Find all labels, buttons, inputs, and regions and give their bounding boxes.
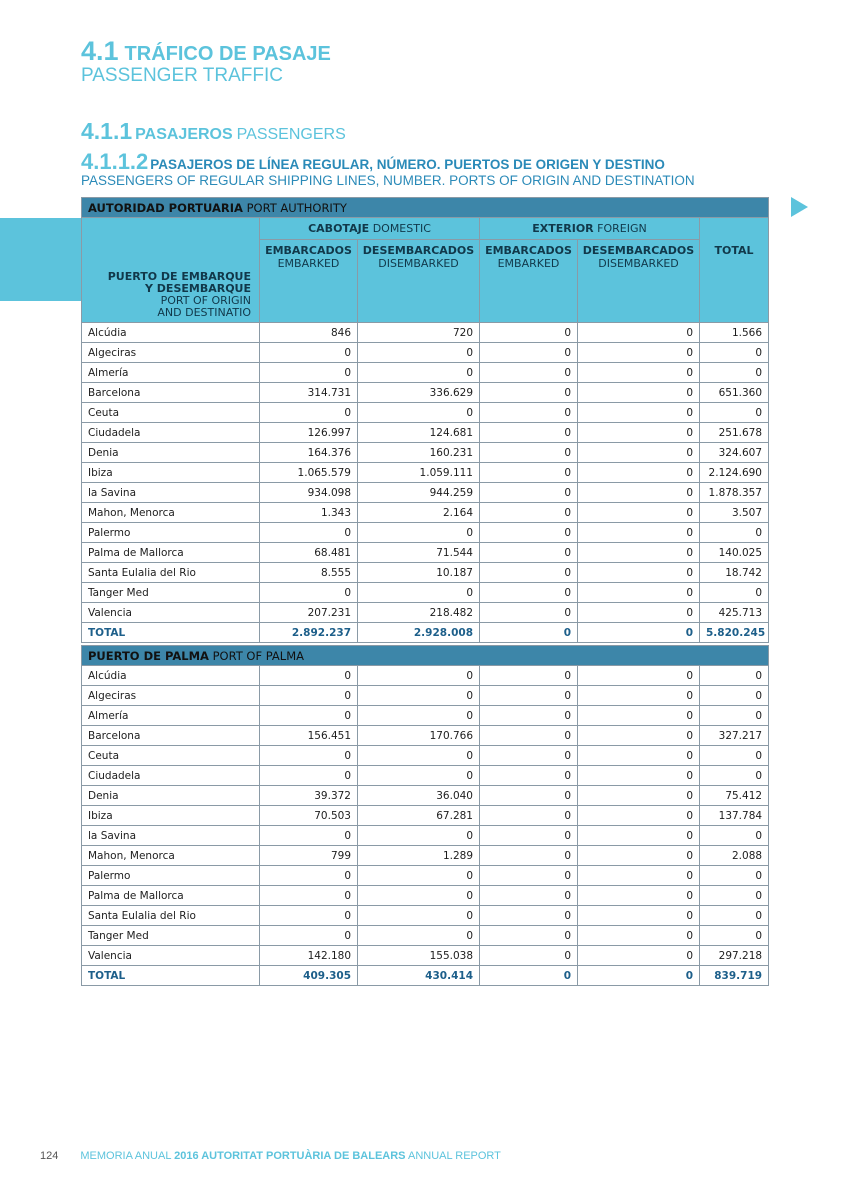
port-name-cell: Denia bbox=[82, 786, 260, 806]
port-name-cell: Santa Eulalia del Rio bbox=[82, 906, 260, 926]
value-cell: 0 bbox=[578, 826, 700, 846]
value-cell: 1.566 bbox=[700, 323, 769, 343]
value-cell: 0 bbox=[578, 946, 700, 966]
table-row bbox=[82, 706, 769, 726]
disembarked-header: DESEMBARCADOS DISEMBARKED bbox=[578, 240, 700, 323]
value-cell: 0 bbox=[578, 666, 700, 686]
value-cell: 944.259 bbox=[358, 483, 480, 503]
value-cell: 170.766 bbox=[358, 726, 480, 746]
total-column-header: TOTAL bbox=[700, 218, 769, 323]
port-name-cell: Ciudadela bbox=[82, 423, 260, 443]
value-cell: 0 bbox=[480, 543, 578, 563]
value-cell: 0 bbox=[358, 363, 480, 383]
port-name-cell: Ceuta bbox=[82, 403, 260, 423]
value-cell: 1.065.579 bbox=[260, 463, 358, 483]
port-of-palma-table bbox=[81, 645, 769, 986]
value-cell: 0 bbox=[578, 726, 700, 746]
value-cell: 0 bbox=[480, 603, 578, 623]
domestic-group-header: CABOTAJE DOMESTIC bbox=[260, 218, 480, 240]
value-cell: 0 bbox=[480, 706, 578, 726]
value-cell: 0 bbox=[260, 826, 358, 846]
value-cell: 0 bbox=[578, 926, 700, 946]
value-cell: 0 bbox=[480, 523, 578, 543]
value-cell: 0 bbox=[260, 363, 358, 383]
table-row bbox=[82, 766, 769, 786]
value-cell: 0 bbox=[480, 323, 578, 343]
value-cell: 336.629 bbox=[358, 383, 480, 403]
table-title-en: PASSENGERS OF REGULAR SHIPPING LINES, NUMBER. PORTS OF ORIGIN AND DESTINATION bbox=[81, 173, 695, 188]
port-authority-table bbox=[81, 197, 769, 643]
value-cell: 0 bbox=[260, 403, 358, 423]
value-cell: 0 bbox=[578, 323, 700, 343]
value-cell: 0 bbox=[260, 926, 358, 946]
table-row bbox=[82, 343, 769, 363]
value-cell: 0 bbox=[260, 523, 358, 543]
value-cell: 0 bbox=[700, 403, 769, 423]
value-cell: 0 bbox=[578, 383, 700, 403]
value-cell: 0 bbox=[700, 363, 769, 383]
port-name-cell: Palermo bbox=[82, 523, 260, 543]
total-value-cell: 5.820.245 bbox=[700, 623, 769, 643]
value-cell: 0 bbox=[578, 806, 700, 826]
value-cell: 327.217 bbox=[700, 726, 769, 746]
embarked-header: EMBARCADOS EMBARKED bbox=[260, 240, 358, 323]
table-row bbox=[82, 523, 769, 543]
value-cell: 0 bbox=[578, 846, 700, 866]
section-number: 4.1 bbox=[81, 36, 119, 66]
value-cell: 8.555 bbox=[260, 563, 358, 583]
value-cell: 0 bbox=[260, 886, 358, 906]
value-cell: 0 bbox=[358, 766, 480, 786]
value-cell: 218.482 bbox=[358, 603, 480, 623]
table-row bbox=[82, 543, 769, 563]
value-cell: 2.164 bbox=[358, 503, 480, 523]
port-name-cell: Santa Eulalia del Rio bbox=[82, 563, 260, 583]
value-cell: 0 bbox=[260, 866, 358, 886]
total-label-cell: TOTAL bbox=[82, 966, 260, 986]
embarked-header: EMBARCADOS EMBARKED bbox=[480, 240, 578, 323]
port-name-cell: Mahon, Menorca bbox=[82, 846, 260, 866]
value-cell: 651.360 bbox=[700, 383, 769, 403]
port-name-cell: Palermo bbox=[82, 866, 260, 886]
value-cell: 137.784 bbox=[700, 806, 769, 826]
table-row bbox=[82, 926, 769, 946]
section-heading bbox=[81, 38, 331, 65]
port-column-header: PUERTO DE EMBARQUE Y DESEMBARQUE PORT OF ORIGIN AND DESTINATIO bbox=[82, 218, 260, 323]
value-cell: 0 bbox=[578, 443, 700, 463]
value-cell: 425.713 bbox=[700, 603, 769, 623]
table-row bbox=[82, 846, 769, 866]
total-value-cell: 430.414 bbox=[358, 966, 480, 986]
table-title-bar: PUERTO DE PALMA PORT OF PALMA bbox=[82, 646, 769, 666]
value-cell: 126.997 bbox=[260, 423, 358, 443]
value-cell: 0 bbox=[578, 343, 700, 363]
value-cell: 207.231 bbox=[260, 603, 358, 623]
value-cell: 0 bbox=[700, 926, 769, 946]
port-name-cell: Palma de Mallorca bbox=[82, 886, 260, 906]
subsection-title-en: PASSENGERS bbox=[236, 126, 346, 143]
value-cell: 124.681 bbox=[358, 423, 480, 443]
value-cell: 0 bbox=[578, 483, 700, 503]
table-row bbox=[82, 403, 769, 423]
value-cell: 1.059.111 bbox=[358, 463, 480, 483]
value-cell: 0 bbox=[480, 746, 578, 766]
value-cell: 0 bbox=[480, 826, 578, 846]
table-row bbox=[82, 666, 769, 686]
value-cell: 0 bbox=[480, 443, 578, 463]
value-cell: 1.343 bbox=[260, 503, 358, 523]
table-heading bbox=[81, 149, 665, 175]
port-name-cell: la Savina bbox=[82, 826, 260, 846]
value-cell: 0 bbox=[700, 666, 769, 686]
value-cell: 0 bbox=[480, 563, 578, 583]
value-cell: 75.412 bbox=[700, 786, 769, 806]
value-cell: 0 bbox=[358, 866, 480, 886]
value-cell: 0 bbox=[700, 886, 769, 906]
value-cell: 0 bbox=[480, 846, 578, 866]
port-name-cell: Ibiza bbox=[82, 806, 260, 826]
port-name-cell: Valencia bbox=[82, 946, 260, 966]
value-cell: 0 bbox=[578, 543, 700, 563]
port-name-cell: Ibiza bbox=[82, 463, 260, 483]
value-cell: 0 bbox=[480, 906, 578, 926]
value-cell: 0 bbox=[700, 523, 769, 543]
value-cell: 0 bbox=[358, 343, 480, 363]
table-row bbox=[82, 443, 769, 463]
value-cell: 67.281 bbox=[358, 806, 480, 826]
value-cell: 0 bbox=[480, 463, 578, 483]
table-row bbox=[82, 746, 769, 766]
value-cell: 251.678 bbox=[700, 423, 769, 443]
value-cell: 0 bbox=[480, 383, 578, 403]
table-row bbox=[82, 503, 769, 523]
value-cell: 0 bbox=[358, 583, 480, 603]
value-cell: 0 bbox=[700, 826, 769, 846]
value-cell: 0 bbox=[480, 583, 578, 603]
port-name-cell: Valencia bbox=[82, 603, 260, 623]
value-cell: 0 bbox=[700, 866, 769, 886]
value-cell: 0 bbox=[480, 503, 578, 523]
value-cell: 0 bbox=[578, 603, 700, 623]
table-row bbox=[82, 886, 769, 906]
value-cell: 0 bbox=[260, 666, 358, 686]
value-cell: 0 bbox=[578, 583, 700, 603]
value-cell: 0 bbox=[358, 523, 480, 543]
value-cell: 0 bbox=[578, 423, 700, 443]
value-cell: 2.124.690 bbox=[700, 463, 769, 483]
value-cell: 0 bbox=[480, 886, 578, 906]
port-name-cell: Ciudadela bbox=[82, 766, 260, 786]
value-cell: 0 bbox=[480, 343, 578, 363]
value-cell: 0 bbox=[358, 886, 480, 906]
value-cell: 0 bbox=[700, 686, 769, 706]
value-cell: 71.544 bbox=[358, 543, 480, 563]
value-cell: 0 bbox=[578, 463, 700, 483]
total-row bbox=[82, 966, 769, 986]
total-value-cell: 2.892.237 bbox=[260, 623, 358, 643]
table-row bbox=[82, 786, 769, 806]
port-name-cell: Barcelona bbox=[82, 383, 260, 403]
port-name-cell: Alcúdia bbox=[82, 666, 260, 686]
value-cell: 0 bbox=[700, 583, 769, 603]
value-cell: 0 bbox=[700, 343, 769, 363]
total-value-cell: 0 bbox=[480, 623, 578, 643]
value-cell: 0 bbox=[358, 926, 480, 946]
port-name-cell: Ceuta bbox=[82, 746, 260, 766]
port-name-cell: Barcelona bbox=[82, 726, 260, 746]
page-number: 124 bbox=[40, 1150, 59, 1162]
value-cell: 0 bbox=[578, 403, 700, 423]
total-value-cell: 0 bbox=[578, 623, 700, 643]
value-cell: 0 bbox=[480, 866, 578, 886]
value-cell: 0 bbox=[260, 343, 358, 363]
port-name-cell: Almería bbox=[82, 363, 260, 383]
value-cell: 0 bbox=[578, 746, 700, 766]
value-cell: 0 bbox=[480, 726, 578, 746]
value-cell: 0 bbox=[480, 786, 578, 806]
value-cell: 0 bbox=[480, 423, 578, 443]
value-cell: 155.038 bbox=[358, 946, 480, 966]
value-cell: 156.451 bbox=[260, 726, 358, 746]
table-row bbox=[82, 603, 769, 623]
total-value-cell: 0 bbox=[480, 966, 578, 986]
value-cell: 0 bbox=[358, 686, 480, 706]
total-value-cell: 0 bbox=[578, 966, 700, 986]
value-cell: 0 bbox=[578, 523, 700, 543]
value-cell: 0 bbox=[358, 826, 480, 846]
subsection-title-es: PASAJEROS bbox=[135, 126, 233, 143]
value-cell: 0 bbox=[480, 926, 578, 946]
port-name-cell: Algeciras bbox=[82, 343, 260, 363]
value-cell: 18.742 bbox=[700, 563, 769, 583]
section-title-en: PASSENGER TRAFFIC bbox=[81, 65, 283, 86]
value-cell: 0 bbox=[260, 766, 358, 786]
value-cell: 0 bbox=[578, 503, 700, 523]
value-cell: 0 bbox=[700, 706, 769, 726]
value-cell: 164.376 bbox=[260, 443, 358, 463]
port-name-cell: Denia bbox=[82, 443, 260, 463]
value-cell: 0 bbox=[578, 866, 700, 886]
value-cell: 0 bbox=[260, 746, 358, 766]
page-footer: 124 MEMORIA ANUAL 2016 AUTORITAT PORTUÀRIA DE BALEARS ANNUAL REPORT bbox=[40, 1150, 501, 1162]
value-cell: 0 bbox=[260, 583, 358, 603]
value-cell: 0 bbox=[260, 686, 358, 706]
value-cell: 0 bbox=[480, 483, 578, 503]
subsection-heading bbox=[81, 118, 346, 145]
value-cell: 0 bbox=[700, 746, 769, 766]
value-cell: 846 bbox=[260, 323, 358, 343]
total-value-cell: 409.305 bbox=[260, 966, 358, 986]
table-row bbox=[82, 563, 769, 583]
value-cell: 720 bbox=[358, 323, 480, 343]
value-cell: 70.503 bbox=[260, 806, 358, 826]
value-cell: 0 bbox=[358, 906, 480, 926]
total-label-cell: TOTAL bbox=[82, 623, 260, 643]
value-cell: 0 bbox=[578, 906, 700, 926]
table-row bbox=[82, 483, 769, 503]
value-cell: 0 bbox=[578, 706, 700, 726]
value-cell: 142.180 bbox=[260, 946, 358, 966]
port-name-cell: Algeciras bbox=[82, 686, 260, 706]
value-cell: 314.731 bbox=[260, 383, 358, 403]
value-cell: 0 bbox=[480, 666, 578, 686]
table-row bbox=[82, 906, 769, 926]
value-cell: 0 bbox=[480, 686, 578, 706]
value-cell: 68.481 bbox=[260, 543, 358, 563]
value-cell: 10.187 bbox=[358, 563, 480, 583]
value-cell: 0 bbox=[480, 403, 578, 423]
value-cell: 0 bbox=[260, 906, 358, 926]
port-name-cell: Mahon, Menorca bbox=[82, 503, 260, 523]
value-cell: 0 bbox=[578, 363, 700, 383]
port-name-cell: Palma de Mallorca bbox=[82, 543, 260, 563]
port-name-cell: Tanger Med bbox=[82, 583, 260, 603]
table-row bbox=[82, 726, 769, 746]
subsection-number: 4.1.1 bbox=[81, 118, 133, 144]
arrow-right-icon bbox=[791, 197, 808, 217]
table-row bbox=[82, 583, 769, 603]
table-row bbox=[82, 363, 769, 383]
value-cell: 160.231 bbox=[358, 443, 480, 463]
value-cell: 0 bbox=[480, 363, 578, 383]
value-cell: 799 bbox=[260, 846, 358, 866]
table-row bbox=[82, 423, 769, 443]
value-cell: 0 bbox=[700, 906, 769, 926]
disembarked-header: DESEMBARCADOS DISEMBARKED bbox=[358, 240, 480, 323]
port-name-cell: Alcúdia bbox=[82, 323, 260, 343]
table-number: 4.1.1.2 bbox=[81, 149, 149, 174]
value-cell: 0 bbox=[358, 746, 480, 766]
section-title-es: TRÁFICO DE PASAJE bbox=[124, 43, 331, 65]
value-cell: 0 bbox=[480, 806, 578, 826]
value-cell: 1.289 bbox=[358, 846, 480, 866]
port-name-cell: la Savina bbox=[82, 483, 260, 503]
value-cell: 39.372 bbox=[260, 786, 358, 806]
total-value-cell: 2.928.008 bbox=[358, 623, 480, 643]
value-cell: 0 bbox=[578, 766, 700, 786]
port-name-cell: Almería bbox=[82, 706, 260, 726]
table-row bbox=[82, 686, 769, 706]
value-cell: 0 bbox=[260, 706, 358, 726]
foreign-group-header: EXTERIOR FOREIGN bbox=[480, 218, 700, 240]
table-row bbox=[82, 383, 769, 403]
table-row bbox=[82, 463, 769, 483]
value-cell: 36.040 bbox=[358, 786, 480, 806]
value-cell: 934.098 bbox=[260, 483, 358, 503]
table-title-bar: AUTORIDAD PORTUARIA PORT AUTHORITY bbox=[82, 198, 769, 218]
table-row bbox=[82, 323, 769, 343]
value-cell: 0 bbox=[578, 686, 700, 706]
value-cell: 0 bbox=[480, 946, 578, 966]
table-row bbox=[82, 826, 769, 846]
total-value-cell: 839.719 bbox=[700, 966, 769, 986]
value-cell: 0 bbox=[578, 886, 700, 906]
table-row bbox=[82, 866, 769, 886]
value-cell: 0 bbox=[578, 563, 700, 583]
value-cell: 0 bbox=[480, 766, 578, 786]
value-cell: 1.878.357 bbox=[700, 483, 769, 503]
port-name-cell: Tanger Med bbox=[82, 926, 260, 946]
value-cell: 0 bbox=[578, 786, 700, 806]
value-cell: 0 bbox=[700, 766, 769, 786]
table-row bbox=[82, 806, 769, 826]
total-row bbox=[82, 623, 769, 643]
value-cell: 0 bbox=[358, 706, 480, 726]
value-cell: 297.218 bbox=[700, 946, 769, 966]
value-cell: 140.025 bbox=[700, 543, 769, 563]
table-row bbox=[82, 946, 769, 966]
value-cell: 2.088 bbox=[700, 846, 769, 866]
table-title-es: PASAJEROS DE LÍNEA REGULAR, NÚMERO. PUERTOS DE ORIGEN Y DESTINO bbox=[150, 157, 665, 172]
value-cell: 0 bbox=[358, 666, 480, 686]
header-accent-band bbox=[0, 218, 81, 301]
value-cell: 324.607 bbox=[700, 443, 769, 463]
value-cell: 0 bbox=[358, 403, 480, 423]
value-cell: 3.507 bbox=[700, 503, 769, 523]
